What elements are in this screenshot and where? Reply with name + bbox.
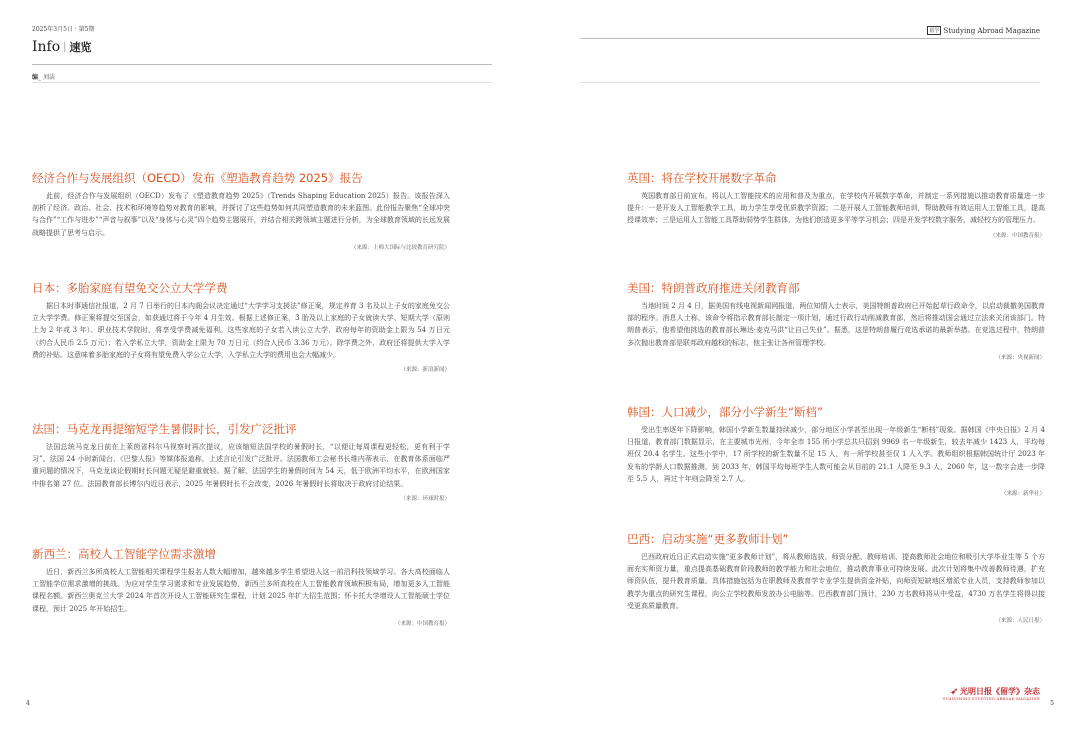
article-source: （来源：中国教育报） [989,232,1045,239]
article-brazil [627,532,1045,624]
right-page [540,0,1080,729]
article-title: 英国：将在学校开展数字革命 [627,171,777,185]
brand-sub: GUANGMING STUDYING ABROAD MAGAZINE [942,697,1040,701]
magazine-name [927,26,1040,35]
header-rule [32,64,492,65]
editor-label: 编 [32,74,39,81]
editor-credit: 编_ 刘洁 [32,74,55,81]
magazine-name-text: Studying Abroad Magazine [943,27,1040,35]
article-source: （来源：新浪新闻） [400,367,450,374]
page-number: 5 [1050,700,1054,707]
article-france [32,422,450,502]
article-source: （来源：环球时报） [400,495,450,502]
issue-line: 2025年3月5日 · 第5期 [32,26,95,33]
article-new-zealand [32,547,450,627]
page-number: 4 [26,700,30,707]
section-title [32,39,92,55]
article-title: 韩国：人口减少，部分小学新生“断档” [627,405,823,419]
editor-rule [32,82,492,83]
article-source: （来源：中国教育报） [394,620,450,627]
brand-main: 光明日报《留学》杂志 [960,686,1040,696]
article-japan [32,281,450,373]
article-title: 日本：多胎家庭有望免交公立大学学费 [32,281,228,295]
article-body: 据日本时事通信社报道，2 月 7 日举行的日本内阁会议决定通过“大学学习支援法”修正案，规定养育 3 名及以上子女的家庭免交公立大学学费。修正案将提交至国会，如获通过将于今年 4 月生效。根据上述修正案，3 胎及以上家庭的子女就读大学、短期大学（原则上为 2 年或 3 年）、职业技术学院时，将享受学费减免福利。这些家庭的子女若入读公立大学，政府每年的资助金上限为 54 万日元（约合人民币 2.5 万元）；若入学私立大学，资助金上限为 70 万日元（约合人民币 3.36 万元）。除学费之外，政府还将提供大学入学费的补贴。这意味着多胎家庭的子女将有望免费入学公立大学，入学私立大学的费用也会大幅减少。 [32,302,450,359]
header-rule [580,38,1040,39]
title-divider: | [63,41,67,52]
header-rule-secondary [580,82,1040,83]
editor-name: 刘洁 [42,74,55,81]
article-title: 美国：特朗普政府推进关闭教育部 [627,281,800,295]
article-source: （来源：新华社） [1000,491,1045,498]
article-body: 英国教育部日前宣布，将以人工智能技术的应用和普及为重点，在学校内开展数字革命，并制定一系列措施以推动教育质量进一步提升：一是开发人工智能教学工具，助力学生享受优质教学资源；二是开展人工智能教师培训，帮助教师有效运用人工智能工具，提高授课效率；三是运用人工智能工具帮助弱势学生群体，为他们创造更多平等学习机会；四是开发学校数字服务，减轻校方的管理压力。 [627,192,1045,225]
article-title: 经济合作与发展组织（OECD）发布《塑造教育趋势 2025》报告 [32,171,363,185]
article-title: 巴西：启动实施“更多教师计划” [627,532,789,546]
article-body: 当地时间 2 月 4 日，据美国有线电视新闻网报道，两位知情人士表示，美国特朗普政府已开始起草行政命令，以启动裁撤美国教育部的程序。消息人士称，该命令将指示教育部长制定一项计划，通过行政行动削减教育部，然后将推动国会通过立法来关闭该部门。特朗普表示，他希望他挑选的教育部长琳达·麦克马洪“让自己失业”。据悉，这是特朗普履行竞选承诺的最新举措。在竞选过程中，特朗普多次抛出教育部是联邦政府越权的标志，他主张让各州管理学校。 [627,302,1045,347]
article-body: 此前，经济合作与发展组织（OECD）发布了《塑造教育趋势 2025》（Trends Shaping Education 2025）报告。该报告深入剖析了经济、政治、社会、技术和环境等趋势对教育的影响，并探讨了这些趋势如何共同塑造教育的未来蓝图。此份报告聚焦“全球冲突与合作”“工作与进步”“声音与叙事”以及“身体与心灵”四个趋势主题展开，并结合相关跨领域主题进行分析，为全球教育领域的长远发展战略提供了思考与启示。 [32,192,450,237]
article-source: （来源：上师大国际与比较教育研究院） [350,244,450,251]
article-source: （来源：人民日报） [995,618,1045,625]
article-oecd [32,171,450,251]
article-usa [627,281,1045,361]
article-title: 新西兰：高校人工智能学位需求激增 [32,547,216,561]
section-title-en: Info [32,39,61,55]
magazine-brand-logo [942,686,1040,701]
article-title: 法国：马克龙再提缩短学生暑假时长，引发广泛批评 [32,422,297,436]
magazine-logo-mini: 留学 [929,28,940,34]
article-uk [627,171,1045,239]
article-body: 巴西政府近日正式启动实施“更多教师计划”，将从教师选拔、师资分配、教师培训、提高教师社会地位和吸引大学毕业生等 5 个方面充实师资力量，重点提高基础教育阶段教师的教学能力和社会地位，推动教育事业可持续发展。此次计划将集中改善教师待遇，扩充师资队伍，提升教育质量。具体措施包括为在职教师及教育学专业学生提供资金补贴，向师资短缺地区增派专业人员，支持教师参加以教学为重点的研究生课程，向公立学校教师发放办公电脑等。巴西教育部门预计，230 万名教师将从中受益，4730 万名学生将得以接受更高质量教育。 [627,553,1045,610]
article-body: 受出生率逐年下降影响，韩国小学新生数量持续减少，部分地区小学甚至出现一年级新生“断档”现象。据韩国《中央日报》2 月 4 日报道，教育部门数据显示，在主要城市光州，今年全市 155 所小学总共只招到 9969 名一年级新生，较去年减少 1423 人，平均每班仅 20.4 名学生。这些小学中，17 所学校的新生数量不足 15 人，有一所学校甚至仅 1 人入学。教师组织根据韩国统计厅 2023 年发布的学龄人口数据推测，到 2033 年，韩国平均每班学生人数可能会从目前的 21.1 人降至 9.3 人，2060 年，这一数字会进一步降至 5.5 人，再过十年则会降至 2.7 人。 [627,426,1045,483]
article-korea [627,405,1045,497]
article-source: （来源：央视新闻） [995,354,1045,361]
section-title-zh: 速览 [69,41,92,54]
bird-logo-icon: ➶ [950,687,958,697]
article-body: 法国总统马克龙日前在上莱茵省科尔马视察时再次提议，应该缩短法国学校的暑假时长，“以便让每周课程更轻松，更有利于学习”。法国 24 小时新闻台、《巴黎人报》等媒体报道称，上述言论引发广泛批评。法国教师工会秘书长维内蒂表示，在教育体系面临严重问题的情况下，马克龙谈论假期时长问题无疑是避重就轻。据了解，法国学生的暑假时间为 54 天，低于欧洲平均水平，在欧洲国家中排名第 27 位。法国教育部长博尔内近日表示，2025 年暑假时长不会改变，2026 年暑假时长将取决于政府讨论结果。 [32,443,450,488]
article-body: 近日，新西兰多所高校人工智能相关课程学生报名人数大幅增加，越来越多学生希望进入这一前沿科技领域学习。各大高校面临人工智能学位需求激增的挑战。为应对学生学习需求和专业发展趋势，新西兰多所高校在人工智能教育领域积极布局，增加更多人工智能课程名额。新西兰奥克兰大学 2024 年首次开设人工智能研究生课程，计划 2025 年扩大招生范围；怀卡托大学增设人工智能硕士学位课程，预计 2025 年开始招生。 [32,568,450,613]
